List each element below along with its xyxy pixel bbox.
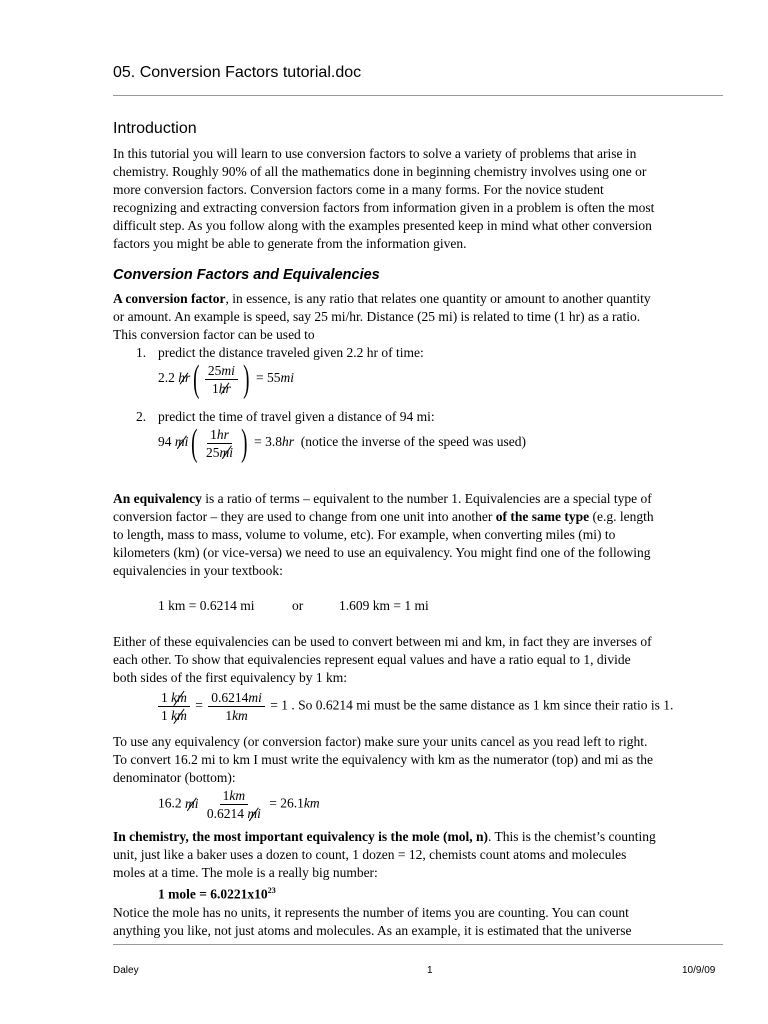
text-line: In this tutorial you will learn to use conversion factors to solve a variety of problems that arise in	[113, 146, 637, 161]
conversion-factor-paragraph	[113, 290, 723, 344]
term-bold: An equivalency	[113, 491, 202, 506]
footer-author: Daley	[113, 965, 139, 976]
equivalency-paragraph-2	[113, 633, 723, 687]
list-number: 1.	[136, 345, 147, 360]
text-line: equivalencies in your textbook:	[113, 563, 283, 578]
eq-note: (notice the inverse of the speed was used)	[300, 434, 526, 450]
text-span: conversion factor – they are used to change from one unit into another	[113, 509, 496, 524]
intro-paragraph	[113, 145, 723, 253]
eq-result-unit: hr	[281, 434, 294, 450]
eq-result: 55	[266, 370, 281, 386]
text-line: both sides of the first equivalency by 1 km:	[113, 670, 347, 685]
equals: =	[254, 434, 262, 450]
paren-open: (	[191, 422, 198, 464]
paren-close: )	[241, 422, 248, 464]
text-span: (e.g. length	[589, 509, 654, 524]
equation-time	[158, 424, 526, 462]
eq-value: 94	[158, 434, 172, 450]
equation-distance	[158, 360, 294, 398]
mole-paragraph	[113, 828, 723, 940]
equivalency-a: 1 km = 0.6214 mi	[158, 598, 255, 613]
paren-open: (	[193, 358, 200, 400]
equivalency-b: 1.609 km = 1 mi	[339, 598, 429, 613]
intro-heading: Introduction	[113, 120, 197, 137]
list-number: 2.	[136, 409, 147, 424]
text-line: moles at a time. The mole is a really big number:	[113, 865, 378, 880]
section-heading: Conversion Factors and Equivalencies	[113, 267, 380, 283]
equals: =	[269, 795, 277, 811]
cancelled-unit: mi	[185, 795, 199, 811]
text-line: each other. To show that equivalencies represent equal values and have a ratio equal to 1, divide	[113, 652, 631, 667]
term-bold: A conversion factor	[113, 291, 226, 306]
document-title: 05. Conversion Factors tutorial.doc	[113, 64, 362, 81]
eq-tail: = 1 . So 0.6214 mi must be the same distance as 1 km since their ratio is 1.	[270, 697, 674, 713]
cancelled-unit: mi	[174, 434, 189, 450]
paren-close: )	[243, 358, 250, 400]
text-span: , in essence, is any ratio that relates one quantity or amount to another quantity	[225, 291, 651, 306]
text-line: Notice the mole has no units, it represents the number of items you are counting. You can count	[113, 904, 629, 920]
equivalency-paragraph-3	[113, 733, 723, 787]
list-item: predict the time of travel given a distance of 94 mi:	[158, 409, 435, 424]
equivalency-paragraph	[113, 490, 723, 580]
text-line: To use any equivalency (or conversion factor) make sure your units cancel as you read left to right.	[113, 734, 648, 749]
header-rule	[113, 95, 723, 96]
text-span: is a ratio of terms – equivalent to the number 1. Equivalencies are a special type of	[201, 491, 652, 506]
text-line: unit, just like a baker uses a dozen to count, 1 dozen = 12, chemists count atoms and molecules	[113, 847, 627, 862]
text-line: anything you like, not just atoms and molecules. As an example, it is estimated that the universe	[113, 922, 632, 938]
fraction: $\frac{0.6214mi}{1km}$	[208, 689, 265, 724]
eq-result: 3.8	[265, 434, 282, 450]
text-line: difficult step. As you follow along with the examples presented keep in mind what other conversion	[113, 218, 652, 233]
eq-value: 2.2	[158, 370, 175, 386]
text-line: chemistry. Roughly 90% of all the mathematics done in beginning chemistry involves using one or	[113, 164, 647, 179]
fraction: $\frac{1hr}{25mi}$	[206, 426, 234, 460]
eq-result-unit: mi	[280, 370, 294, 386]
eq-value: 16.2	[158, 795, 182, 811]
text-line: This conversion factor can be used to	[113, 327, 315, 342]
eq-result-unit: km	[303, 795, 320, 811]
or-word: or	[292, 598, 304, 613]
text-line: denominator (bottom):	[113, 770, 236, 785]
text-line: or amount. An example is speed, say 25 mi/hr. Distance (25 mi) is related to time (1 hr) as a ratio.	[113, 309, 641, 324]
text-line: more conversion factors. Conversion factors come in a many forms. For the novice student	[113, 182, 604, 197]
text-line: recognizing and extracting conversion factors from information given in a problem is often the most	[113, 200, 655, 215]
equals: =	[255, 370, 264, 386]
fraction: $\frac{1 km}{1 km}$	[158, 689, 190, 724]
footer-rule	[113, 944, 723, 945]
fraction: $\frac{1km}{0.6214 mi}$	[206, 788, 261, 821]
fraction: $\frac{25mi}{1hr}$	[205, 362, 238, 397]
eq-result: 26.1	[280, 795, 304, 811]
equation-ratio: $\frac{1 km}{1 km}$ = $\frac{0.6214mi}{1km}$ = 1 . So 0.6214 mi must be the same distance as 1 km since their ratio is 1.	[156, 689, 673, 724]
list-item: predict the distance traveled given 2.2 hr of time:	[158, 345, 424, 360]
term-bold: In chemistry, the most important equivalency is the mole (mol, n)	[113, 829, 488, 844]
text-line: factors you might be able to generate from the information given.	[113, 236, 467, 251]
text-line: to length, mass to mass, volume to volume, etc). For example, when converting miles (mi) to	[113, 527, 616, 542]
footer-page-number: 1	[427, 965, 433, 976]
equation-mi-to-km	[158, 787, 320, 822]
text-span: . This is the chemist’s counting	[487, 829, 656, 844]
text-line: Either of these equivalencies can be used to convert between mi and km, in fact they are inverses of	[113, 634, 652, 649]
text-bold: of the same type	[495, 509, 590, 524]
mole-equation: 1 mole = $6.0221x10^{23}$	[158, 886, 276, 902]
text-line: kilometers (km) (or vice-versa) we need to use an equivalency. You might find one of the following	[113, 545, 651, 560]
footer-date: 10/9/09	[682, 965, 716, 976]
cancelled-unit: hr	[178, 370, 191, 386]
text-line: To convert 16.2 mi to km I must write the equivalency with km as the numerator (top) and mi as the	[113, 752, 654, 767]
